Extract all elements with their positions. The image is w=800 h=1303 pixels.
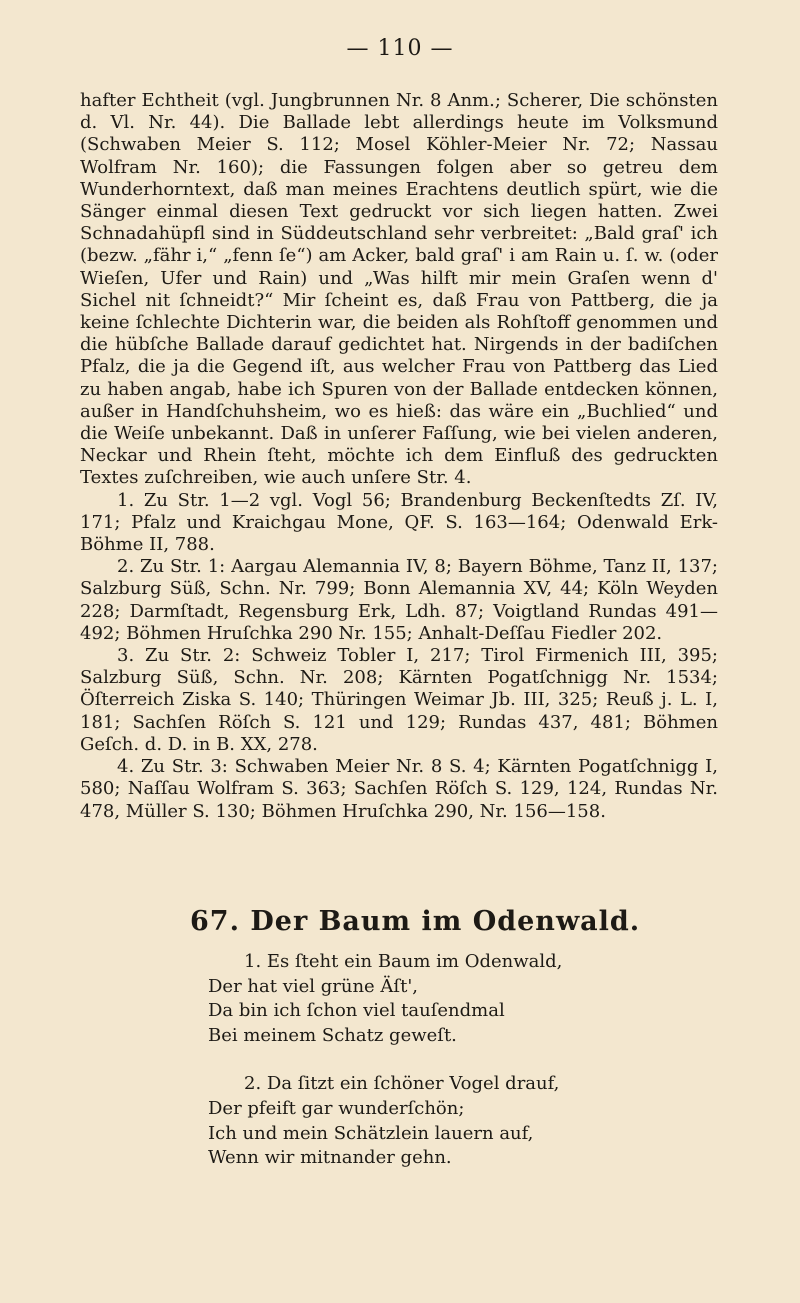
stanza-2	[208, 1072, 562, 1170]
commentary-text	[80, 90, 718, 823]
song-title: 67. Der Baum im Odenwald.	[190, 906, 641, 937]
song-text	[208, 950, 562, 1195]
verse-line: Wenn wir mitnander gehn.	[208, 1147, 452, 1169]
verse-line: Der pfeift gar wunderſchön;	[208, 1097, 465, 1119]
page-number: — 110 —	[346, 36, 454, 61]
verse-line: 2. Da ſitzt ein ſchöner Vogel drauf,	[244, 1073, 560, 1095]
note-1: 1. Zu Str. 1—2 vgl. Vogl 56; Brandenburg Beckenſtedts Zſ. IV, 171; Pfalz und Kraichgau Mone, QF. S. 163—164; Odenwald Erk-Böhme II, 788.	[80, 489, 718, 556]
note-2: 2. Zu Str. 1: Aargau Alemannia IV, 8; Bayern Böhme, Tanz II, 137; Salzburg Süß, Schn. Nr. 799; Bonn Alemannia XV, 44; Köln Weyden 228; Darmſtadt, Regensburg Erk, Ldh. 87; Voigtland Rundas 491—492; Böhmen Hruſchka 290 Nr. 155; Anhalt-Deſſau Fiedler 202.	[80, 556, 718, 644]
verse-line: Da bin ich ſchon viel tauſendmal	[208, 1000, 505, 1022]
stanza-1	[208, 950, 562, 1048]
verse-line: Ich und mein Schätzlein lauern auf,	[208, 1122, 534, 1144]
verse-line: Der hat viel grüne Äſt',	[208, 975, 418, 997]
note-4: 4. Zu Str. 3: Schwaben Meier Nr. 8 S. 4; Kärnten Pogatſchnigg I, 580; Naſſau Wolfram S. 363; Sachſen Röſch S. 129, 124, Rundas Nr. 478, Müller S. 130; Böhmen Hruſchka 290, Nr. 156—158.	[80, 756, 718, 822]
verse-line: Bei meinem Schatz geweſt.	[208, 1024, 457, 1046]
verse-line: 1. Es ſteht ein Baum im Odenwald,	[244, 951, 563, 972]
commentary-paragraph: hafter Echtheit (vgl. Jungbrunnen Nr. 8 Anm.; Scherer, Die schönsten d. Vl. Nr. 44). Die Ballade lebt allerdings heute im Volksmund (Schwaben Meier S. 112; Mosel Köhler-Meier Nr. 72; Nassau Wolfram Nr. 160); die Fassungen folgen aber so getreu dem Wunderhorntext, daß man meines Erachtens deutlich spürt, wie die Sänger einmal diesen Text gedruckt vor sich liegen hatten. Zwei Schnadahüpfl sind in Süddeutschland sehr verbreitet: „Bald graſ' ich (bezw. „fähr i,“ „fenn ſe“) am Acker, bald graſ' i am Rain u. ſ. w. (oder Wieſen, Ufer und Rain) und „Was hilft mir mein Graſen wenn d' Sichel nit ſchneidt?“ Mir ſcheint es, daß Frau von Pattberg, die ja keine ſchlechte Dichterin war, die beiden als Rohſtoff genommen und die hübſche Ballade darauf gedichtet hat. Nirgends in der badiſchen Pfalz, die ja die Gegend iſt, aus welcher Frau von Pattberg das Lied zu haben angab, habe ich Spuren von der Ballade entdecken können, außer in Handſchuhsheim, wo es hieß: das wäre ein „Buchlied“ und die Weiſe unbekannt. Daß in unſerer Faſſung, wie bei vielen anderen, Neckar und Rhein ſteht, möchte ich dem Einfluß des gedruckten Textes zuſchreiben, wie auch unſere Str. 4.	[80, 90, 718, 489]
note-3: 3. Zu Str. 2: Schweiz Tobler I, 217; Tirol Firmenich III, 395; Salzburg Süß, Schn. Nr. 208; Kärnten Pogatſchnigg Nr. 1534; Öſterreich Ziska S. 140; Thüringen Weimar Jb. III, 325; Reuß j. L. I, 181; Sachſen Röſch S. 121 und 129; Rundas 437, 481; Böhmen Geſch. d. D. in B. XX, 278.	[80, 645, 718, 755]
